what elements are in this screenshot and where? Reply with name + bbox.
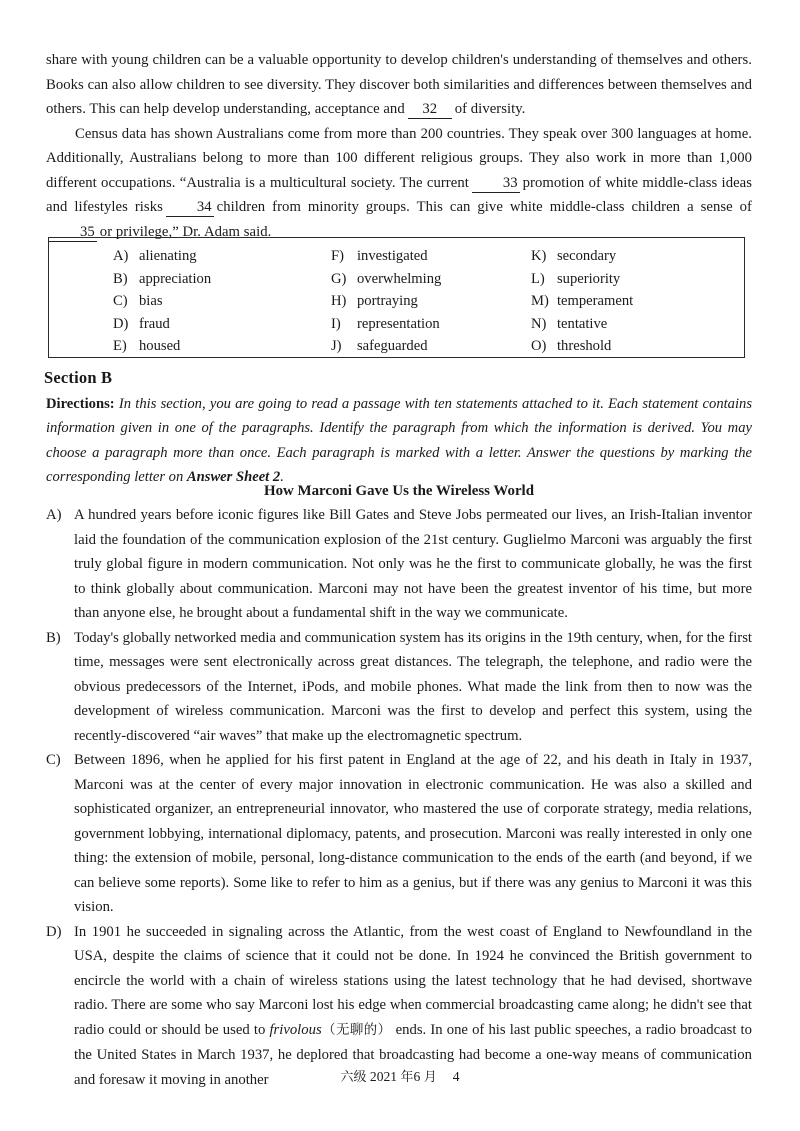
word-bank-option-l[interactable] xyxy=(531,268,633,291)
footer-exam-level: 六级 xyxy=(340,1070,367,1085)
word-bank-word-f: investigated xyxy=(357,248,428,264)
paragraph-text-c: Between 1896, when he applied for his first patent in England at the age of 22, and his death in Italy in 1937, Marconi was at the center of every major innovation in electronic communication. He was also a skilled and sophisticated organizer, an entrepreneurial innovator, who mastered the use of corporate strategy, media relations, government lobbying, international diplomacy, patents, and prosecution. Marconi was really interested in only one thing: the extension of mobile, personal, long-distance communication to the ends of the earth (and beyond, if we can believe some reports). Some like to refer to him as a genius, but if there was any genius to Marconi it was this vision. xyxy=(74,752,752,915)
cloze-passage-region xyxy=(46,48,752,244)
cloze-paragraph-2-part-b: promotion of white middle-class ideas and lifestyles risks xyxy=(46,174,752,215)
paragraph-text-d-part-2: ends. In one of his last public speeches, a radio broadcast to the United States in March 1937, he deplored that broadcasting had become a one-way means of communication and foresaw it moving in another xyxy=(74,1021,752,1088)
word-bank-column-3 xyxy=(531,245,633,358)
word-bank-option-m[interactable] xyxy=(531,290,633,313)
section-b-heading: Section B xyxy=(44,368,113,387)
word-bank-key-k: K) xyxy=(531,248,547,264)
word-bank-word-l: superiority xyxy=(557,270,621,287)
italic-term-frivolous: frivolous xyxy=(269,1021,322,1038)
word-bank-key-n: N) xyxy=(531,315,547,332)
word-bank-option-n[interactable] xyxy=(531,313,633,336)
word-bank-box xyxy=(48,237,745,358)
cloze-paragraph-1 xyxy=(46,48,752,122)
word-bank-option-o[interactable] xyxy=(531,335,633,358)
footer-year: 2021 xyxy=(369,1069,398,1084)
word-bank-option-f[interactable] xyxy=(331,245,441,268)
word-bank-key-b: B) xyxy=(113,270,128,287)
word-bank-option-h[interactable] xyxy=(331,290,441,313)
word-bank-option-d[interactable] xyxy=(113,313,211,336)
word-bank-option-e[interactable] xyxy=(113,335,211,358)
directions-text-1: In this section, you are going to read a passage with ten statements attached to it. Each statement contains information given in one of the paragraphs. Identify the paragraph from which the information is derived. You may choose a paragraph more than once. Each paragraph is marked with a letter. Answer the questions by marking the corresponding letter on xyxy=(46,396,752,486)
cloze-paragraph-2-part-a: Census data has shown Australians come from more than 200 countries. They speak over 300 languages at home. Additionally, Australians belong to more than 100 different religious groups. They also work in more than 1,000 different occupations. “Australia is a multicultural society. The current xyxy=(46,125,752,191)
word-bank-key-a: A) xyxy=(113,248,129,264)
directions-label: Directions: xyxy=(46,396,115,412)
word-bank-word-h: portraying xyxy=(357,293,418,310)
blank-35[interactable]: 35 xyxy=(49,223,97,242)
word-bank-option-j[interactable] xyxy=(331,335,441,358)
footer-month-unit: 月 xyxy=(423,1070,437,1085)
passage-paragraph-c xyxy=(46,748,752,920)
cloze-paragraph-2-part-d: or privilege,” Dr. Adam said. xyxy=(99,223,272,240)
footer-month: 6 xyxy=(413,1069,421,1084)
word-bank-word-n: tentative xyxy=(557,315,608,332)
word-bank-word-d: fraud xyxy=(139,315,170,332)
word-bank-option-b[interactable] xyxy=(113,268,211,291)
word-bank-word-g: overwhelming xyxy=(357,270,442,287)
word-bank-word-e: housed xyxy=(139,338,181,355)
blank-32[interactable]: 32 xyxy=(408,100,452,119)
paragraph-marker-b: B) xyxy=(46,629,61,646)
word-bank-key-i: I) xyxy=(331,315,341,332)
word-bank-column-2 xyxy=(331,245,441,358)
word-bank-word-k: secondary xyxy=(557,248,617,264)
word-bank-key-m: M) xyxy=(531,293,549,310)
cloze-paragraph-2 xyxy=(46,122,752,245)
blank-34[interactable]: 34 xyxy=(166,198,214,217)
word-bank-key-g: G) xyxy=(331,270,347,287)
directions-text-2: . xyxy=(280,469,284,486)
paragraph-text-b: Today's globally networked media and communication system has its origins in the 19th century, when, for the first time, messages were sent electronically across great distances. The telegraph, the telephone, and radio were the obvious predecessors of the Internet, iPods, and mobile phones. What made the link from then to now was the development of wireless communication. Marconi was the first to develop and perfect this system, using the recently-discovered “air waves” that make up the electromagnetic spectrum. xyxy=(74,629,752,744)
word-bank-key-j: J) xyxy=(331,338,342,355)
word-bank-word-a: alienating xyxy=(139,248,197,264)
word-bank-word-b: appreciation xyxy=(139,270,212,287)
word-bank-option-k[interactable] xyxy=(531,245,633,268)
blank-33[interactable]: 33 xyxy=(472,174,520,193)
passage-paragraph-b xyxy=(46,626,752,749)
cloze-paragraph-1-text: share with young children can be a valuable opportunity to develop children's understanding of themselves and others. Books can also allow children to see diversity. They discover both similarities and differences between themselves and others. This can help develop understanding, acceptance and xyxy=(46,52,752,117)
paragraph-marker-c: C) xyxy=(46,752,61,768)
word-bank-option-i[interactable] xyxy=(331,313,441,336)
word-bank-key-h: H) xyxy=(331,293,347,310)
paragraph-text-d-part-1: In 1901 he succeeded in signaling across the Atlantic, from the west coast of England to Newfoundland in the USA, despite the claims of science that it could not be done. In 1924 he convinced the British government to encircle the world with a chain of wireless stations using the latest technology that he had devised, shortwave radio. There are some who say Marconi lost his edge when commercial broadcasting came along; he didn't see that radio could or should be used to xyxy=(74,923,752,1038)
section-b-directions xyxy=(46,392,752,490)
passage-region xyxy=(46,503,752,1092)
answer-sheet-reference: Answer Sheet 2 xyxy=(186,469,281,486)
cloze-paragraph-1-tail: of diversity. xyxy=(454,101,526,117)
word-bank-word-c: bias xyxy=(139,293,163,310)
passage-paragraph-a xyxy=(46,503,752,626)
word-bank-key-c: C) xyxy=(113,293,128,310)
word-bank-word-m: temperament xyxy=(557,293,634,310)
word-bank-option-a[interactable] xyxy=(113,245,211,268)
footer-year-unit: 年 xyxy=(400,1070,414,1085)
word-bank-key-f: F) xyxy=(331,248,344,264)
word-bank-column-1 xyxy=(113,245,211,358)
word-bank-word-j: safeguarded xyxy=(357,338,428,355)
page-footer xyxy=(0,1066,800,1085)
chinese-gloss-frivolous: （无聊的） xyxy=(321,1022,392,1038)
paragraph-text-a: A hundred years before iconic figures like Bill Gates and Steve Jobs permeated our lives, an Irish-Italian inventor laid the foundation of the communication explosion of the 21st century. Guglielmo Marconi was arguably the first truly global figure in modern communication. Not only was he the first to communicate globally, he was the first to think globally about communication. Marconi may not have been the greatest inventor of his time, but more than anyone else, he brought about a fundamental shift in the way we communicate. xyxy=(74,507,752,621)
word-bank-key-o: O) xyxy=(531,338,547,355)
word-bank-key-e: E) xyxy=(113,338,127,355)
word-bank-word-o: threshold xyxy=(557,338,612,355)
paragraph-marker-a: A) xyxy=(46,507,62,523)
word-bank-word-i: representation xyxy=(357,315,440,332)
article-title: How Marconi Gave Us the Wireless World xyxy=(264,483,534,499)
word-bank-option-c[interactable] xyxy=(113,290,211,313)
footer-page-number: 4 xyxy=(452,1069,460,1084)
word-bank-option-g[interactable] xyxy=(331,268,441,291)
word-bank-key-d: D) xyxy=(113,315,129,332)
word-bank-key-l: L) xyxy=(531,270,545,287)
paragraph-marker-d: D) xyxy=(46,923,62,940)
cloze-paragraph-2-part-c: children from minority groups. This can give white middle-class children a sense of xyxy=(216,199,752,215)
